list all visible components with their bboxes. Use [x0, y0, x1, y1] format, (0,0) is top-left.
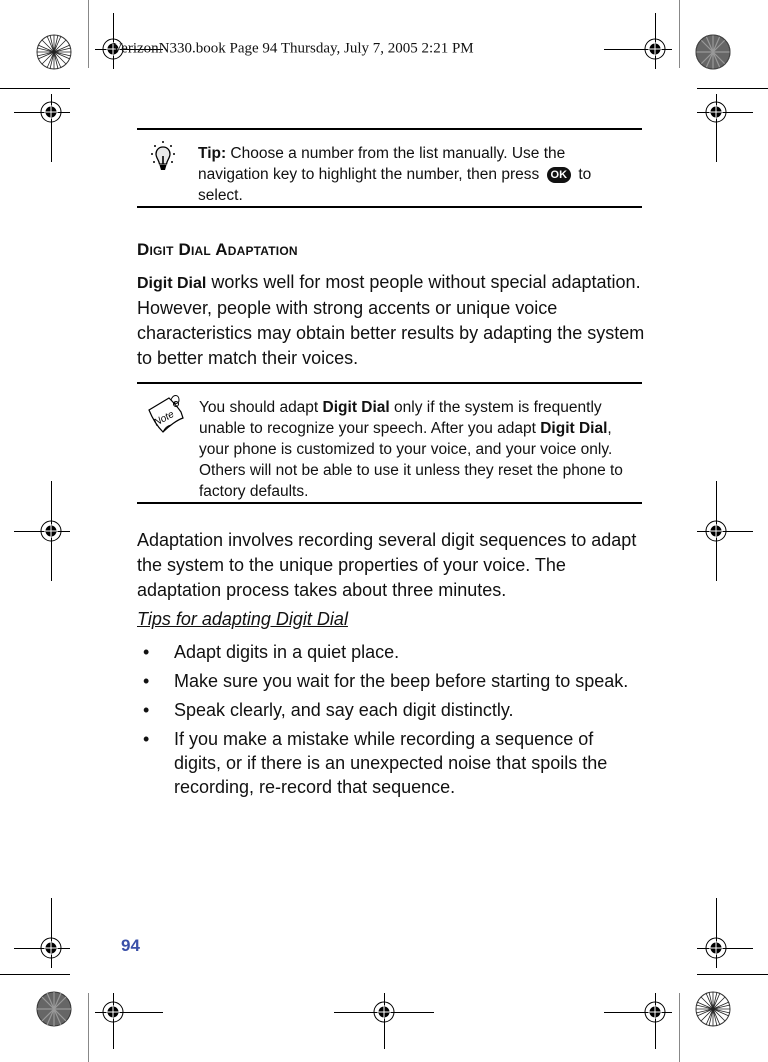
bullet-icon: • [143, 671, 150, 691]
list-item [137, 698, 657, 722]
registration-mark-icon [40, 101, 62, 123]
svg-text:Note: Note [152, 409, 177, 429]
note-text-part: , your phone is customized to your voice, and your voice only. Others will not be able to use it unless they reset the phone to factory defaults. [199, 420, 623, 500]
registration-mark-icon [644, 38, 666, 60]
tip-text-part: to select. [198, 166, 592, 204]
tip-text-part: Choose a number from the list manually. Use the navigation key to highlight the number, then press [198, 145, 566, 183]
list-item [137, 727, 644, 799]
tip-bottom-rule [137, 206, 642, 208]
registration-mark-icon [102, 1001, 124, 1023]
bullet-icon: • [143, 642, 150, 662]
registration-mark-icon [40, 937, 62, 959]
page-number: 94 [121, 936, 140, 955]
print-slug [112, 41, 474, 58]
note-bold-term: Digit Dial [322, 399, 390, 416]
registration-mark-icon [705, 101, 727, 123]
starburst-target-icon [36, 34, 72, 70]
intro-paragraph [137, 270, 647, 371]
registration-mark-icon [705, 937, 727, 959]
note-text-part: only if the system is frequently unable to recognize your speech. After you adapt [199, 399, 602, 437]
crop-line [0, 974, 70, 975]
registration-mark-icon [40, 520, 62, 542]
bullet-icon: • [143, 729, 150, 749]
list-item-text: Speak clearly, and say each digit distinctly. [174, 700, 514, 720]
section-heading: Digit Dial Adaptation [137, 240, 298, 259]
crop-line [697, 88, 768, 89]
note-top-rule [137, 382, 642, 384]
note-bottom-rule [137, 502, 642, 504]
crop-line [697, 974, 768, 975]
intro-bold-term: Digit Dial [137, 275, 207, 292]
list-item-text: If you make a mistake while recording a sequence of digits, or if there is an unexpected noise that spoils the recording, re-record that sequence. [174, 729, 608, 797]
list-item [137, 640, 657, 664]
registration-mark-icon [644, 1001, 666, 1023]
tip-top-rule [137, 128, 642, 130]
bullet-icon: • [143, 700, 150, 720]
lightbulb-icon [150, 140, 176, 178]
tips-list [137, 640, 657, 804]
note-text [199, 397, 644, 502]
registration-mark-icon [373, 1001, 395, 1023]
print-slug-text: VerizonN330.book Page 94 Thursday, July 7, 2005 2:21 PM [112, 40, 474, 57]
starburst-target-icon [36, 991, 72, 1027]
list-item [137, 669, 657, 693]
adaptation-paragraph: Adaptation involves recording several digit sequences to adapt the system to the unique properties of your voice. The adaptation process takes about three minutes. [137, 530, 637, 600]
tip-text [198, 143, 638, 206]
trim-line [88, 993, 89, 1062]
starburst-target-icon [695, 34, 731, 70]
note-text-part: You should adapt [199, 399, 323, 416]
tips-subheading: Tips for adapting Digit Dial [137, 609, 348, 629]
trim-line [679, 0, 680, 68]
trim-line [88, 0, 89, 68]
note-bold-term: Digit Dial [540, 420, 608, 437]
starburst-target-icon [695, 991, 731, 1027]
note-icon [143, 392, 189, 436]
crop-line [0, 88, 70, 89]
list-item-text: Make sure you wait for the beep before starting to speak. [174, 671, 629, 691]
intro-text: works well for most people without special adaptation. However, people with strong accents or unique voice characteristics may obtain better results by adapting the system to better match their voices. [137, 272, 645, 368]
list-item-text: Adapt digits in a quiet place. [174, 642, 400, 662]
registration-mark-icon [705, 520, 727, 542]
tip-label: Tip: [198, 145, 227, 162]
ok-key-icon: OK [547, 167, 572, 183]
trim-line [679, 993, 680, 1062]
